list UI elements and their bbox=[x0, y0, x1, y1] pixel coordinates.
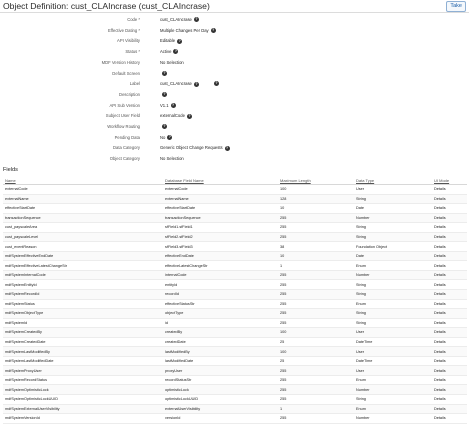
table-row[interactable] bbox=[3, 223, 467, 233]
database-field-name-cell: objectType bbox=[163, 309, 278, 319]
help-icon[interactable]: ? bbox=[163, 124, 166, 129]
ui-mode-cell[interactable]: Details bbox=[432, 404, 467, 414]
field-name-cell: mdfSystemEffectiveEndDate bbox=[3, 251, 163, 261]
page-title: Object Definition: cust_CLAIncrase (cust_CLAIncrase) bbox=[3, 1, 210, 11]
help-icon[interactable]: ? bbox=[174, 49, 177, 54]
property-value bbox=[160, 101, 176, 111]
property-value-text: Active bbox=[160, 49, 172, 55]
property-value bbox=[160, 90, 167, 100]
database-field-name-cell: sfField1.sfField1 bbox=[163, 223, 278, 233]
data-type-cell: Enum bbox=[354, 299, 432, 309]
column-header-maximum-length[interactable]: Maximum Length bbox=[278, 176, 354, 185]
field-name-cell: mdfSystemId bbox=[3, 318, 163, 328]
help-icon[interactable]: ? bbox=[168, 135, 171, 140]
data-type-cell: Number bbox=[354, 414, 432, 424]
ui-mode-cell[interactable]: Details bbox=[432, 242, 467, 252]
maximum-length-cell: 1 bbox=[278, 261, 354, 271]
maximum-length-cell: 100 bbox=[278, 347, 354, 357]
maximum-length-cell: 128 bbox=[278, 194, 354, 204]
property-value bbox=[160, 143, 230, 153]
maximum-length-cell: 255 bbox=[278, 385, 354, 395]
table-row[interactable] bbox=[3, 251, 467, 261]
table-row[interactable] bbox=[3, 204, 467, 214]
ui-mode-cell[interactable]: Details bbox=[432, 414, 467, 424]
field-name-cell: mdfSystemStatus bbox=[3, 299, 163, 309]
property-value bbox=[160, 15, 199, 25]
table-row[interactable] bbox=[3, 280, 467, 290]
field-name-cell: mdfSystemCreatedBy bbox=[3, 328, 163, 338]
database-field-name-cell: externalUserVisibility bbox=[163, 404, 278, 414]
column-header-data-type[interactable]: Data Type bbox=[354, 176, 432, 185]
data-type-cell: Number bbox=[354, 213, 432, 223]
maximum-length-cell: 255 bbox=[278, 213, 354, 223]
data-type-cell: String bbox=[354, 395, 432, 405]
field-name-cell: mdfSystemEntityId bbox=[3, 280, 163, 290]
property-row bbox=[0, 101, 300, 111]
table-row[interactable] bbox=[3, 395, 467, 405]
field-name-cell: mdfSystemCreatedDate bbox=[3, 337, 163, 347]
column-header-ui-mode[interactable]: UI Mode bbox=[432, 176, 467, 185]
field-name-cell: externalCode bbox=[3, 185, 163, 195]
table-row[interactable] bbox=[3, 385, 467, 395]
data-type-cell: String bbox=[354, 223, 432, 233]
field-name-cell: cust_payscaleArea bbox=[3, 223, 163, 233]
data-type-cell: User bbox=[354, 366, 432, 376]
maximum-length-cell: 255 bbox=[278, 395, 354, 405]
property-label: Object Category bbox=[109, 156, 140, 162]
property-row bbox=[0, 154, 300, 164]
ui-mode-cell[interactable]: Details bbox=[432, 328, 467, 338]
field-name-cell: mdfSystemExternalUserVisibility bbox=[3, 404, 163, 414]
property-label: API Sub Version bbox=[109, 102, 140, 108]
table-row[interactable] bbox=[3, 242, 467, 252]
ui-mode-cell[interactable]: Details bbox=[432, 347, 467, 357]
maximum-length-cell: 255 bbox=[278, 414, 354, 424]
property-value-text: cust_CLAIncrase bbox=[160, 81, 192, 87]
property-row bbox=[0, 79, 300, 89]
data-type-cell: Enum bbox=[354, 375, 432, 385]
field-name-cell: mdfSystemLastModifiedBy bbox=[3, 347, 163, 357]
maximum-length-cell: 255 bbox=[278, 290, 354, 300]
property-row bbox=[0, 143, 300, 153]
property-label: Data Category bbox=[113, 145, 140, 151]
data-type-cell: Number bbox=[354, 385, 432, 395]
ui-mode-cell[interactable]: Details bbox=[432, 385, 467, 395]
table-row[interactable] bbox=[3, 347, 467, 357]
database-field-name-cell: versionId bbox=[163, 414, 278, 424]
property-row bbox=[0, 36, 300, 46]
property-value bbox=[160, 36, 182, 46]
table-row[interactable] bbox=[3, 232, 467, 242]
property-row bbox=[0, 133, 300, 143]
field-name-cell: mdfSystemLastModifiedDate bbox=[3, 356, 163, 366]
maximum-length-cell: 255 bbox=[278, 223, 354, 233]
help-icon[interactable]: ? bbox=[226, 145, 229, 150]
ui-mode-cell[interactable]: Details bbox=[432, 223, 467, 233]
data-type-cell: String bbox=[354, 232, 432, 242]
table-row[interactable] bbox=[3, 261, 467, 271]
property-value-text: No Selection bbox=[160, 156, 184, 162]
property-value-text: externalCode bbox=[160, 113, 185, 119]
database-field-name-cell: sfField3.sfField3 bbox=[163, 242, 278, 252]
property-label: Workflow Routing bbox=[107, 124, 140, 129]
help-icon[interactable]: ? bbox=[195, 81, 198, 86]
field-name-cell: mdfSystemRecordId bbox=[3, 290, 163, 300]
property-value bbox=[160, 69, 167, 79]
property-label: Code * bbox=[127, 17, 140, 22]
database-field-name-cell: lastModifiedDate bbox=[163, 356, 278, 366]
property-label: Description bbox=[119, 91, 140, 97]
take-action-button[interactable]: Take bbox=[446, 1, 466, 12]
property-label: Subject User Field bbox=[105, 113, 140, 119]
property-row bbox=[0, 47, 300, 57]
data-type-cell: Enum bbox=[354, 404, 432, 414]
ui-mode-cell[interactable]: Details bbox=[432, 213, 467, 223]
column-header-database-field-name[interactable]: Database Field Name bbox=[163, 176, 278, 185]
property-value bbox=[160, 47, 178, 57]
data-type-cell: Date bbox=[354, 204, 432, 214]
data-type-cell: String bbox=[354, 318, 432, 328]
property-row bbox=[0, 122, 300, 132]
property-value-text: Generic Object Change Requests bbox=[160, 145, 223, 151]
data-type-cell: String bbox=[354, 309, 432, 319]
property-value bbox=[160, 79, 199, 89]
data-type-cell: User bbox=[354, 347, 432, 357]
data-type-cell: Foundation Object bbox=[354, 242, 432, 252]
help-icon[interactable]: ? bbox=[163, 92, 166, 97]
data-type-cell: String bbox=[354, 280, 432, 290]
table-row[interactable] bbox=[3, 414, 467, 424]
property-value bbox=[160, 111, 192, 121]
database-field-name-cell: lastModifiedBy bbox=[163, 347, 278, 357]
data-type-cell: DateTime bbox=[354, 337, 432, 347]
table-row[interactable] bbox=[3, 299, 467, 309]
database-field-name-cell: recordId bbox=[163, 290, 278, 300]
field-name-cell: mdfSystemOptimisticLockUUID bbox=[3, 395, 163, 405]
property-label: API Visibility bbox=[117, 38, 140, 44]
property-row bbox=[0, 90, 300, 100]
property-label: Label bbox=[129, 81, 140, 87]
property-label: Pending Data bbox=[114, 134, 140, 140]
ui-mode-cell[interactable]: Details bbox=[432, 194, 467, 204]
table-row[interactable] bbox=[3, 194, 467, 204]
data-type-cell: User bbox=[354, 328, 432, 338]
database-field-name-cell: optimisticLock bbox=[163, 385, 278, 395]
maximum-length-cell: 255 bbox=[278, 280, 354, 290]
property-row bbox=[0, 15, 300, 25]
ui-mode-cell[interactable]: Details bbox=[432, 270, 467, 280]
database-field-name-cell: transactionSequence bbox=[163, 213, 278, 223]
property-row bbox=[0, 58, 300, 68]
maximum-length-cell: 10 bbox=[278, 251, 354, 261]
database-field-name-cell: externalName bbox=[163, 194, 278, 204]
property-value bbox=[160, 133, 172, 143]
field-name-cell: mdfSystemInternalCode bbox=[3, 270, 163, 280]
database-field-name-cell: effectiveStartDate bbox=[163, 204, 278, 214]
maximum-length-cell: 255 bbox=[278, 366, 354, 376]
field-name-cell: mdfSystemRecordStatus bbox=[3, 375, 163, 385]
help-icon[interactable]: ? bbox=[178, 38, 181, 43]
table-row[interactable] bbox=[3, 185, 467, 195]
maximum-length-cell: 255 bbox=[278, 375, 354, 385]
ui-mode-cell[interactable]: Details bbox=[432, 366, 467, 376]
database-field-name-cell: optimisticLockUUID bbox=[163, 395, 278, 405]
ui-mode-cell[interactable]: Details bbox=[432, 232, 467, 242]
maximum-length-cell: 1 bbox=[278, 404, 354, 414]
property-value-text: cust_CLAIncrase bbox=[160, 17, 192, 22]
table-row[interactable] bbox=[3, 270, 467, 280]
field-name-cell: transactionSequence bbox=[3, 213, 163, 223]
ui-mode-cell[interactable]: Details bbox=[432, 261, 467, 271]
property-label: MDF Version History bbox=[101, 59, 140, 65]
field-name-cell: mdfSystemEffectiveLatestChangeStr bbox=[3, 261, 163, 271]
property-value bbox=[160, 26, 216, 36]
maximum-length-cell: 100 bbox=[278, 185, 354, 195]
database-field-name-cell: proxyUser bbox=[163, 366, 278, 376]
database-field-name-cell: externalCode bbox=[163, 185, 278, 195]
table-row[interactable] bbox=[3, 366, 467, 376]
data-type-cell: String bbox=[354, 194, 432, 204]
translation-help-icon[interactable]: ? bbox=[215, 81, 218, 86]
title-bar bbox=[0, 0, 469, 13]
fields-table-header bbox=[3, 176, 467, 185]
ui-mode-cell[interactable]: Details bbox=[432, 251, 467, 261]
ui-mode-cell[interactable]: Details bbox=[432, 395, 467, 405]
data-type-cell: String bbox=[354, 290, 432, 300]
table-row[interactable] bbox=[3, 328, 467, 338]
property-value-text: Multiple Changes Per Day bbox=[160, 27, 209, 33]
maximum-length-cell: 255 bbox=[278, 232, 354, 242]
maximum-length-cell: 25 bbox=[278, 356, 354, 366]
ui-mode-cell[interactable]: Details bbox=[432, 299, 467, 309]
table-row[interactable] bbox=[3, 337, 467, 347]
field-name-cell: cust_eventReason bbox=[3, 242, 163, 252]
property-value-text: V1.1 bbox=[160, 102, 169, 108]
ui-mode-cell[interactable]: Details bbox=[432, 375, 467, 385]
database-field-name-cell: createdDate bbox=[163, 337, 278, 347]
title-divider bbox=[0, 12, 469, 13]
database-field-name-cell: effectiveLatestChangeStr bbox=[163, 261, 278, 271]
ui-mode-cell[interactable]: Details bbox=[432, 337, 467, 347]
property-value-text: Editable bbox=[160, 38, 176, 44]
ui-mode-cell[interactable]: Details bbox=[432, 356, 467, 366]
field-name-cell: externalName bbox=[3, 194, 163, 204]
ui-mode-cell[interactable]: Details bbox=[432, 280, 467, 290]
help-icon[interactable]: ? bbox=[195, 17, 198, 22]
property-row bbox=[0, 111, 300, 121]
table-row[interactable] bbox=[3, 213, 467, 223]
property-value-text: No Selection bbox=[160, 59, 184, 65]
property-label: Status * bbox=[125, 49, 140, 55]
help-icon[interactable]: ? bbox=[163, 70, 166, 75]
maximum-length-cell: 100 bbox=[278, 328, 354, 338]
property-label: Effective Dating * bbox=[107, 27, 140, 33]
data-type-cell: Number bbox=[354, 270, 432, 280]
data-type-cell: Enum bbox=[354, 261, 432, 271]
database-field-name-cell: entityId bbox=[163, 280, 278, 290]
ui-mode-cell[interactable]: Details bbox=[432, 290, 467, 300]
maximum-length-cell: 255 bbox=[278, 299, 354, 309]
database-field-name-cell: recordStatusStr bbox=[163, 375, 278, 385]
field-name-cell: mdfSystemVersionId bbox=[3, 414, 163, 424]
property-value-text: No bbox=[160, 134, 166, 140]
help-icon[interactable]: ? bbox=[188, 113, 191, 118]
field-name-cell: mdfSystemOptimisticLock bbox=[3, 385, 163, 395]
property-row bbox=[0, 69, 300, 79]
fields-table bbox=[3, 176, 467, 424]
property-value bbox=[160, 154, 184, 164]
table-row[interactable] bbox=[3, 375, 467, 385]
maximum-length-cell: 255 bbox=[278, 270, 354, 280]
property-row bbox=[0, 26, 300, 36]
field-name-cell: effectiveStartDate bbox=[3, 204, 163, 214]
property-value bbox=[160, 58, 184, 68]
ui-mode-cell[interactable]: Details bbox=[432, 185, 467, 195]
property-value bbox=[160, 122, 167, 132]
data-type-cell: DateTime bbox=[354, 356, 432, 366]
database-field-name-cell: internalCode bbox=[163, 270, 278, 280]
fields-section-title: Fields bbox=[3, 167, 18, 173]
field-name-cell: cust_payscaleLevel bbox=[3, 232, 163, 242]
maximum-length-cell: 10 bbox=[278, 204, 354, 214]
help-icon[interactable]: ? bbox=[212, 28, 215, 33]
property-label: Default Screen bbox=[112, 70, 140, 76]
maximum-length-cell: 38 bbox=[278, 242, 354, 252]
ui-mode-cell[interactable]: Details bbox=[432, 204, 467, 214]
field-name-cell: mdfSystemObjectType bbox=[3, 309, 163, 319]
database-field-name-cell: createdBy bbox=[163, 328, 278, 338]
column-header-name[interactable]: Name bbox=[3, 176, 163, 185]
database-field-name-cell: id bbox=[163, 318, 278, 328]
field-name-cell: mdfSystemProxyUser bbox=[3, 366, 163, 376]
help-icon[interactable]: ? bbox=[172, 102, 175, 107]
maximum-length-cell: 255 bbox=[278, 318, 354, 328]
table-row[interactable] bbox=[3, 290, 467, 300]
data-type-cell: Date bbox=[354, 251, 432, 261]
maximum-length-cell: 25 bbox=[278, 337, 354, 347]
database-field-name-cell: effectiveEndDate bbox=[163, 251, 278, 261]
ui-mode-cell[interactable]: Details bbox=[432, 318, 467, 328]
table-row[interactable] bbox=[3, 309, 467, 319]
maximum-length-cell: 255 bbox=[278, 309, 354, 319]
table-row[interactable] bbox=[3, 356, 467, 366]
table-row[interactable] bbox=[3, 318, 467, 328]
database-field-name-cell: sfField2.sfField2 bbox=[163, 232, 278, 242]
database-field-name-cell: effectiveStatusStr bbox=[163, 299, 278, 309]
data-type-cell: User bbox=[354, 185, 432, 195]
ui-mode-cell[interactable]: Details bbox=[432, 309, 467, 319]
